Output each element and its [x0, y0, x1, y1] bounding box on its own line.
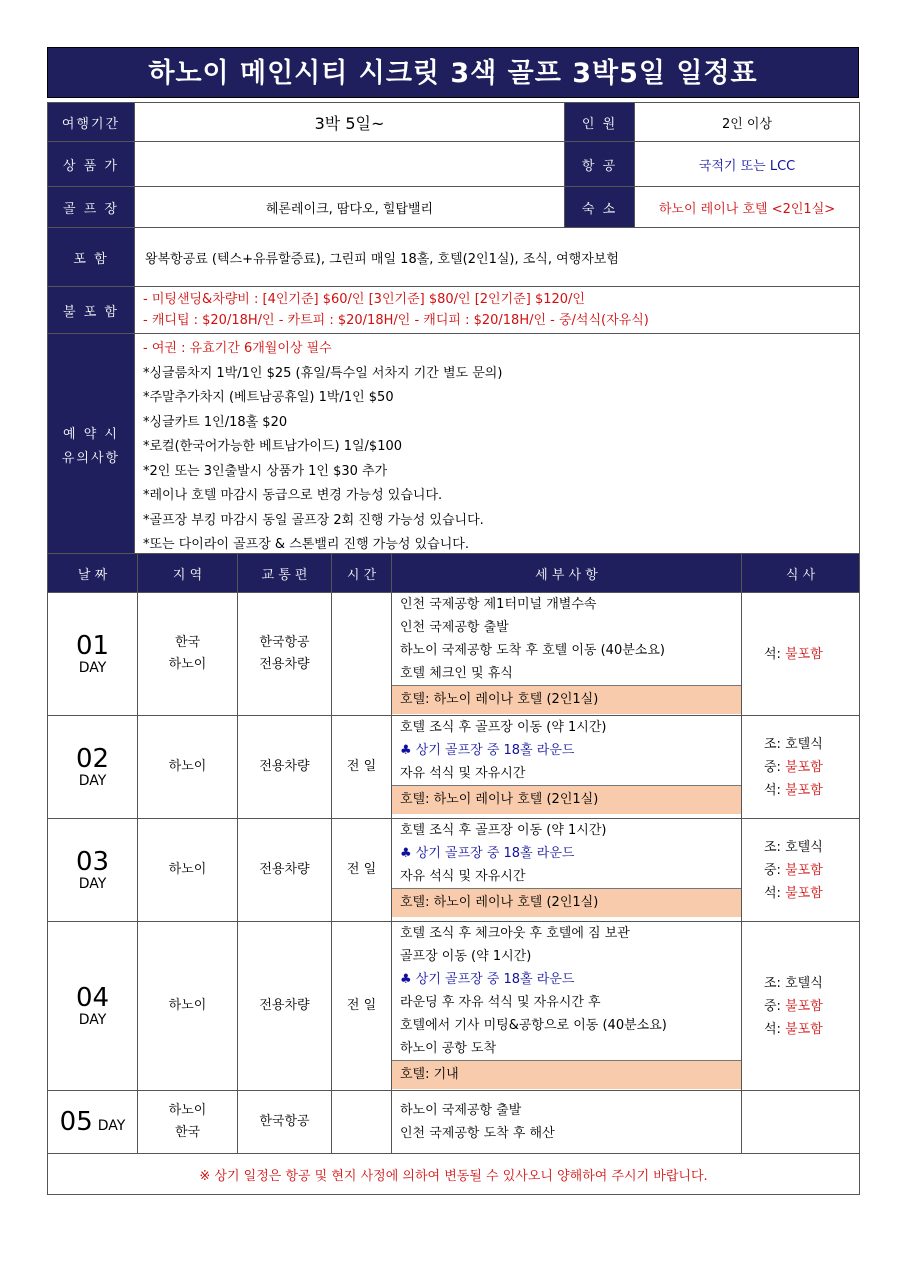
- time-cell: 전 일: [332, 716, 392, 819]
- transport-cell: [238, 1091, 332, 1154]
- transport: 전용차량: [259, 862, 310, 877]
- meal-line: [764, 1018, 859, 1041]
- meal-value: 호텔식: [785, 736, 823, 752]
- notes-label-line: 유의사항: [61, 451, 121, 467]
- meal-cell: [742, 1091, 860, 1154]
- meal-value: 불포함: [785, 759, 823, 775]
- period-value: 3박 5일~: [135, 103, 565, 142]
- notes-line: *싱글카트 1인/18홀 $20: [143, 414, 288, 430]
- exclude-line: - 미팅샌딩&차량비 : [4인기준] $60/인 [3인기준] $80/인 [2인기준] $120/인: [143, 292, 585, 307]
- meal-line: [764, 733, 859, 756]
- detail-line: 호텔 조식 후 골프장 이동 (약 1시간): [400, 720, 607, 735]
- notes-line: *로컬(한국어가능한 베트남가이드) 1일/$100: [143, 439, 403, 454]
- day-cell: [48, 1091, 138, 1154]
- notes-line: *골프장 부킹 마감시 동일 골프장 2회 진행 가능성 있습니다.: [143, 512, 484, 528]
- meal-type: 중:: [764, 998, 786, 1014]
- detail-cell: [392, 593, 742, 716]
- meal-value: 호텔식: [785, 975, 823, 991]
- notes-line: *레이나 호텔 마감시 동급으로 변경 가능성 있습니다.: [143, 488, 443, 503]
- day-cell: [48, 922, 138, 1091]
- place: 하노이: [168, 759, 207, 774]
- place: 한국: [174, 1125, 201, 1140]
- meal-type: 석:: [764, 1021, 786, 1037]
- detail-line: 하노이 국제공항 도착 후 호텔 이동 (40분소요): [400, 643, 665, 658]
- header-time: 시 간: [332, 554, 392, 593]
- meal-value: 불포함: [785, 998, 823, 1014]
- include-label: 포 함: [48, 228, 135, 287]
- detail-cell: [392, 922, 742, 1091]
- airline-value: 국적기 또는 LCC: [635, 142, 860, 187]
- notes-label: [48, 334, 135, 562]
- meal-value: 불포함: [785, 1021, 823, 1037]
- time-cell: 전 일: [332, 819, 392, 922]
- people-value: 2인 이상: [635, 103, 860, 142]
- notes-line: *주말추가차지 (베트남공휴일) 1박/1인 $50: [143, 390, 394, 405]
- lodging-value: 하노이 레이나 호텔 <2인1실>: [635, 187, 860, 228]
- schedule-row: [48, 819, 860, 922]
- place-cell: [138, 716, 238, 819]
- detail-line: 인천 국제공항 제1터미널 개별수속: [400, 597, 597, 612]
- footer-note: ※ 상기 일정은 항공 및 현지 사정에 의하여 변동될 수 있사오니 양해하여 주시기 바랍니다.: [48, 1154, 860, 1195]
- meal-line: [764, 779, 859, 802]
- meal-line: [764, 995, 859, 1018]
- exclude-line: - 캐디팁 : $20/18H/인 - 카트피 : $20/18H/인 - 캐디피 : $20/18H/인 - 중/석식(자유식): [143, 313, 649, 328]
- day-label: DAY: [78, 1012, 107, 1028]
- day-number: 05: [59, 1107, 93, 1137]
- meal-cell: [742, 922, 860, 1091]
- day-number: 02: [75, 744, 110, 774]
- notes-line: *2인 또는 3인출발시 상품가 1인 $30 추가: [143, 463, 388, 479]
- page-title: 하노이 메인시티 시크릿 3색 골프 3박5일 일정표: [47, 47, 859, 98]
- transport-cell: [238, 819, 332, 922]
- meal-line: [764, 836, 859, 859]
- golf-value: 헤론레이크, 땀다오, 힐탑밸리: [135, 187, 565, 228]
- schedule-row: [48, 716, 860, 819]
- meal-cell: [742, 593, 860, 716]
- detail-line: 호텔 조식 후 골프장 이동 (약 1시간): [400, 823, 607, 838]
- day-label: DAY: [78, 876, 107, 892]
- detail-line: 호텔 조식 후 체크아웃 후 호텔에 짐 보관: [400, 926, 630, 941]
- meal-type: 중:: [764, 759, 786, 775]
- day-label: DAY: [78, 773, 107, 789]
- detail-line: 인천 국제공항 출발: [400, 620, 509, 635]
- place-cell: [138, 819, 238, 922]
- meal-cell: [742, 716, 860, 819]
- period-label: 여행기간: [48, 103, 135, 142]
- day-label: DAY: [78, 660, 107, 676]
- header-detail: 세 부 사 항: [392, 554, 742, 593]
- day-cell: [48, 593, 138, 716]
- meal-type: 조:: [764, 839, 786, 855]
- day-label: DAY: [97, 1118, 126, 1134]
- detail-line: 호텔에서 기사 미팅&공항으로 이동 (40분소요): [400, 1018, 667, 1033]
- golf-label: 골 프 장: [48, 187, 135, 228]
- meal-value: 불포함: [785, 646, 823, 662]
- place: 한국: [174, 635, 201, 650]
- transport: 한국항공: [259, 1114, 310, 1129]
- header-transport: 교 통 편: [238, 554, 332, 593]
- transport: 전용차량: [259, 657, 310, 672]
- meal-value: 불포함: [785, 782, 823, 798]
- notes-line: - 여권 : 유효기간 6개월이상 필수: [143, 341, 332, 356]
- place: 하노이: [168, 657, 207, 672]
- detail-line: 자유 석식 및 자유시간: [400, 766, 526, 781]
- transport: 한국항공: [259, 635, 310, 650]
- header-meal: 식 사: [742, 554, 860, 593]
- day-number: 01: [75, 631, 110, 661]
- detail-line: 라운딩 후 자유 석식 및 자유시간 후: [400, 995, 601, 1010]
- detail-line: 골프장 이동 (약 1시간): [400, 949, 532, 964]
- meal-type: 석:: [764, 885, 786, 901]
- day-number: 03: [75, 847, 110, 877]
- detail-line: 인천 국제공항 도착 후 해산: [400, 1126, 555, 1141]
- notes-label-line: 예 약 시: [63, 427, 119, 443]
- meal-type: 조:: [764, 736, 786, 752]
- meal-type: 조:: [764, 975, 786, 991]
- transport: 전용차량: [259, 759, 310, 774]
- time-cell: [332, 593, 392, 716]
- schedule-row: [48, 1091, 860, 1154]
- hotel-line: 호텔: 하노이 레이나 호텔 (2인1실): [392, 785, 741, 814]
- place-cell: [138, 593, 238, 716]
- airline-label: 항 공: [565, 142, 635, 187]
- footer-row: [48, 1154, 860, 1195]
- detail-cell: [392, 716, 742, 819]
- place: 하노이: [168, 998, 207, 1013]
- schedule-row: [48, 922, 860, 1091]
- info-table: [47, 102, 860, 562]
- place: 하노이: [168, 1103, 207, 1118]
- day-cell: [48, 716, 138, 819]
- time-cell: 전 일: [332, 922, 392, 1091]
- meal-line: [764, 756, 859, 779]
- meal-line: [764, 859, 859, 882]
- place-cell: [138, 922, 238, 1091]
- meal-value: 호텔식: [785, 839, 823, 855]
- meal-line: [764, 972, 859, 995]
- detail-line: 하노이 공항 도착: [400, 1041, 497, 1056]
- price-value: [135, 142, 565, 187]
- detail-cell: [392, 819, 742, 922]
- lodging-label: 숙 소: [565, 187, 635, 228]
- meal-value: 불포함: [785, 862, 823, 878]
- transport-cell: [238, 593, 332, 716]
- schedule-row: [48, 593, 860, 716]
- time-cell: [332, 1091, 392, 1154]
- notes-line: *또는 다이라이 골프장 & 스톤밸리 진행 가능성 있습니다.: [143, 537, 469, 552]
- transport-cell: [238, 922, 332, 1091]
- meal-line: [764, 882, 859, 905]
- notes-line: *싱글룸차지 1박/1인 $25 (휴일/특수일 서차지 기간 별도 문의): [143, 365, 503, 381]
- hotel-line: 호텔: 기내: [392, 1060, 741, 1089]
- detail-cell: [392, 1091, 742, 1154]
- header-place: 지 역: [138, 554, 238, 593]
- notes-list: [135, 334, 860, 562]
- place: 하노이: [168, 862, 207, 877]
- transport: 전용차량: [259, 998, 310, 1013]
- meal-type: 중:: [764, 862, 786, 878]
- day-cell: [48, 819, 138, 922]
- hotel-line: 호텔: 하노이 레이나 호텔 (2인1실): [392, 888, 741, 917]
- exclude-label: 불 포 함: [48, 287, 135, 334]
- exclude-list: [135, 287, 860, 334]
- day-number: 04: [75, 983, 110, 1013]
- price-label: 상 품 가: [48, 142, 135, 187]
- include-value: 왕복항공료 (텍스+유류할증료), 그린피 매일 18홀, 호텔(2인1실), 조식, 여행자보험: [135, 228, 860, 287]
- detail-line: ♣ 상기 골프장 중 18홀 라운드: [400, 743, 575, 758]
- meal-cell: [742, 819, 860, 922]
- header-date: 날 짜: [48, 554, 138, 593]
- detail-line: 자유 석식 및 자유시간: [400, 869, 526, 884]
- detail-line: 호텔 체크인 및 휴식: [400, 666, 513, 681]
- meal-line: [764, 643, 859, 666]
- hotel-line: 호텔: 하노이 레이나 호텔 (2인1실): [392, 685, 741, 714]
- people-label: 인 원: [565, 103, 635, 142]
- schedule-table: [47, 553, 860, 1195]
- meal-value: 불포함: [785, 885, 823, 901]
- meal-type: 석:: [764, 782, 786, 798]
- detail-line: 하노이 국제공항 출발: [400, 1103, 522, 1118]
- detail-line: ♣ 상기 골프장 중 18홀 라운드: [400, 846, 575, 861]
- meal-type: 석:: [764, 646, 786, 662]
- transport-cell: [238, 716, 332, 819]
- place-cell: [138, 1091, 238, 1154]
- detail-line: ♣ 상기 골프장 중 18홀 라운드: [400, 972, 575, 987]
